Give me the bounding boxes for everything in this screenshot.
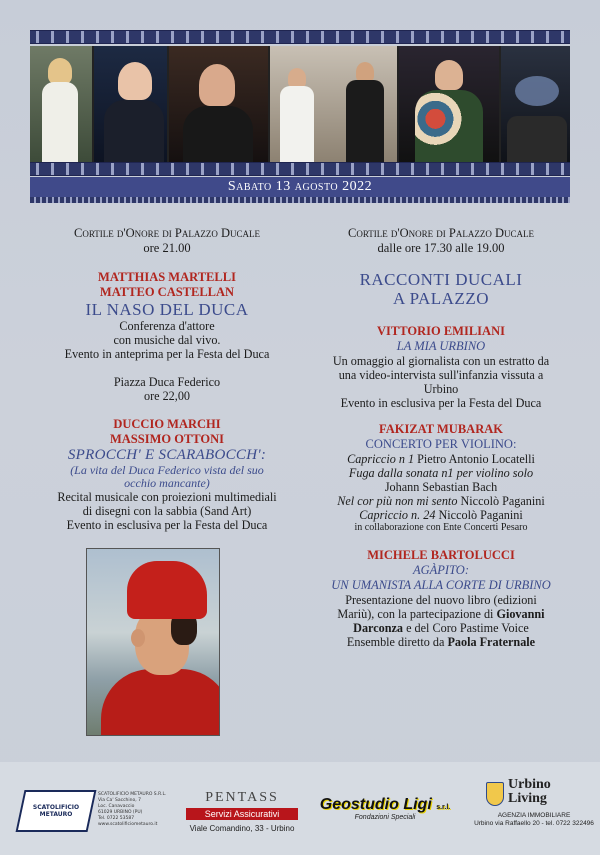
scatolificio-info: SCATOLIFICIO METAURO S.R.L. Via Ca' Sacchino, 7 Loc. Canavaccio 61029 URBINO (PU) Tel. 0722 53587 www.scatolificiometauro.it — [98, 792, 167, 827]
performer-name: MICHELE BARTOLUCCI — [367, 548, 515, 562]
performer-name: MATTEO CASTELLAN — [99, 285, 235, 299]
event-title-racconti: RACCONTI DUCALI — [359, 270, 523, 289]
date-ornament — [30, 197, 570, 203]
book-title: AGÀPITO: — [412, 563, 469, 577]
sponsor-scatolificio — [20, 790, 180, 835]
photo-violinist — [30, 46, 92, 162]
event-desc-line: Evento in anteprima per la Festa del Duca — [64, 347, 270, 361]
photo-pianist — [94, 46, 167, 162]
performer-name: MATTHIAS MARTELLI — [98, 270, 236, 284]
sponsor-pentass — [186, 790, 298, 833]
venue-cortile: Cortile d'Onore di Palazzo Ducale — [73, 226, 261, 240]
segment-desc-line: Un omaggio al giornalista con un estratto da — [332, 354, 550, 368]
photo-sand-art — [501, 46, 570, 162]
event-desc-line: Conferenza d'attore — [119, 319, 215, 333]
program-line: Capriccio n 1 Pietro Antonio Locatelli — [347, 452, 535, 466]
time-range: dalle ore 17.30 alle 19.00 — [377, 241, 505, 255]
left-column — [34, 226, 300, 532]
book-desc-line: Mariù), con la partecipazione di Giovanni — [337, 607, 545, 621]
segment-desc-line: Urbino — [423, 382, 459, 396]
date-band — [30, 177, 570, 197]
performer-name: DUCCIO MARCHI — [113, 417, 221, 431]
venue-piazza: Piazza Duca Federico — [113, 375, 221, 389]
event-title-naso: IL NASO DEL DUCA — [85, 300, 249, 319]
book-subtitle: UN UMANISTA ALLA CORTE DI URBINO — [331, 578, 551, 592]
segment-subtitle: CONCERTO PER VIOLINO: — [365, 437, 517, 451]
event-desc-line: Recital musicale con proiezioni multimediali — [57, 490, 277, 504]
book-desc-line: Darconza e del Coro Pastime Voice — [353, 621, 529, 635]
shield-icon — [486, 782, 504, 806]
right-column — [310, 226, 572, 649]
event-title-sprocch: SPROCCH' E SCARABOCCH': — [67, 447, 267, 463]
sponsor-geostudio — [312, 796, 458, 821]
geostudio-tagline: Fondazioni Speciali — [354, 814, 416, 821]
collaboration-note: in collaborazione con Ente Concerti Pesaro — [354, 522, 528, 533]
time-21: ore 21.00 — [143, 241, 191, 255]
segment-desc-line: una video-intervista sull'infanzia vissuta a — [338, 368, 544, 382]
top-ornament-border — [30, 30, 570, 44]
event-desc-line: di disegni con la sabbia (Sand Art) — [82, 504, 252, 518]
program-line: Fuga dalla sonata n1 per violino solo — [348, 466, 534, 480]
event-subtitle-line: occhio mancante) — [124, 476, 210, 490]
venue-cortile-right: Cortile d'Onore di Palazzo Ducale — [347, 226, 535, 240]
performer-name: VITTORIO EMILIANI — [377, 324, 505, 338]
segment-desc-line: Evento in esclusiva per la Festa del Duca — [340, 396, 542, 410]
urbino-living-agency: AGENZIA IMMOBILIARE — [497, 812, 571, 819]
photo-musician — [169, 46, 268, 162]
event-date: Sabato 13 agosto 2022 — [227, 179, 373, 194]
pentass-tagline: Servizi Assicurativi — [186, 808, 298, 820]
event-desc-line: Evento in esclusiva per la Festa del Duca — [66, 518, 268, 532]
program-line: Johann Sebastian Bach — [384, 480, 498, 494]
photo-performer-floral — [399, 46, 498, 162]
scatolificio-logo: SCATOLIFICIO METAURO — [16, 790, 97, 832]
program-line: Nel cor più non mi sento Niccolò Paganini — [337, 494, 545, 508]
program-line: Capriccio n. 24 Niccolò Paganini — [359, 508, 523, 522]
urbino-living-logo: Urbino Living — [508, 777, 551, 806]
book-desc-line: Presentazione del nuovo libro (edizioni — [345, 593, 537, 607]
time-22: ore 22,00 — [143, 389, 191, 403]
performer-name: MASSIMO OTTONI — [109, 432, 225, 446]
segment-subtitle: LA MIA URBINO — [396, 339, 486, 353]
pentass-logo: PENTASS — [205, 790, 279, 805]
geostudio-logo: Geostudio Ligi s.r.l. — [319, 796, 451, 813]
event-desc-line: con musiche dal vivo. — [113, 333, 221, 347]
event-title-racconti: A PALAZZO — [393, 289, 489, 308]
pentass-address: Viale Comandino, 33 - Urbino — [189, 824, 295, 833]
performer-photo-strip — [30, 46, 570, 162]
urbino-living-address: Urbino via Raffaello 20 - tel. 0722 322496 — [474, 820, 594, 827]
photo-actors — [270, 46, 397, 162]
duke-portrait-image — [86, 548, 220, 736]
bottom-ornament-border — [30, 162, 570, 176]
performer-name: FAKIZAT MUBARAK — [379, 422, 503, 436]
event-subtitle-line: (La vita del Duca Federico vista del suo — [70, 463, 264, 477]
book-desc-line: Ensemble diretto da Paola Fraternale — [346, 635, 536, 649]
